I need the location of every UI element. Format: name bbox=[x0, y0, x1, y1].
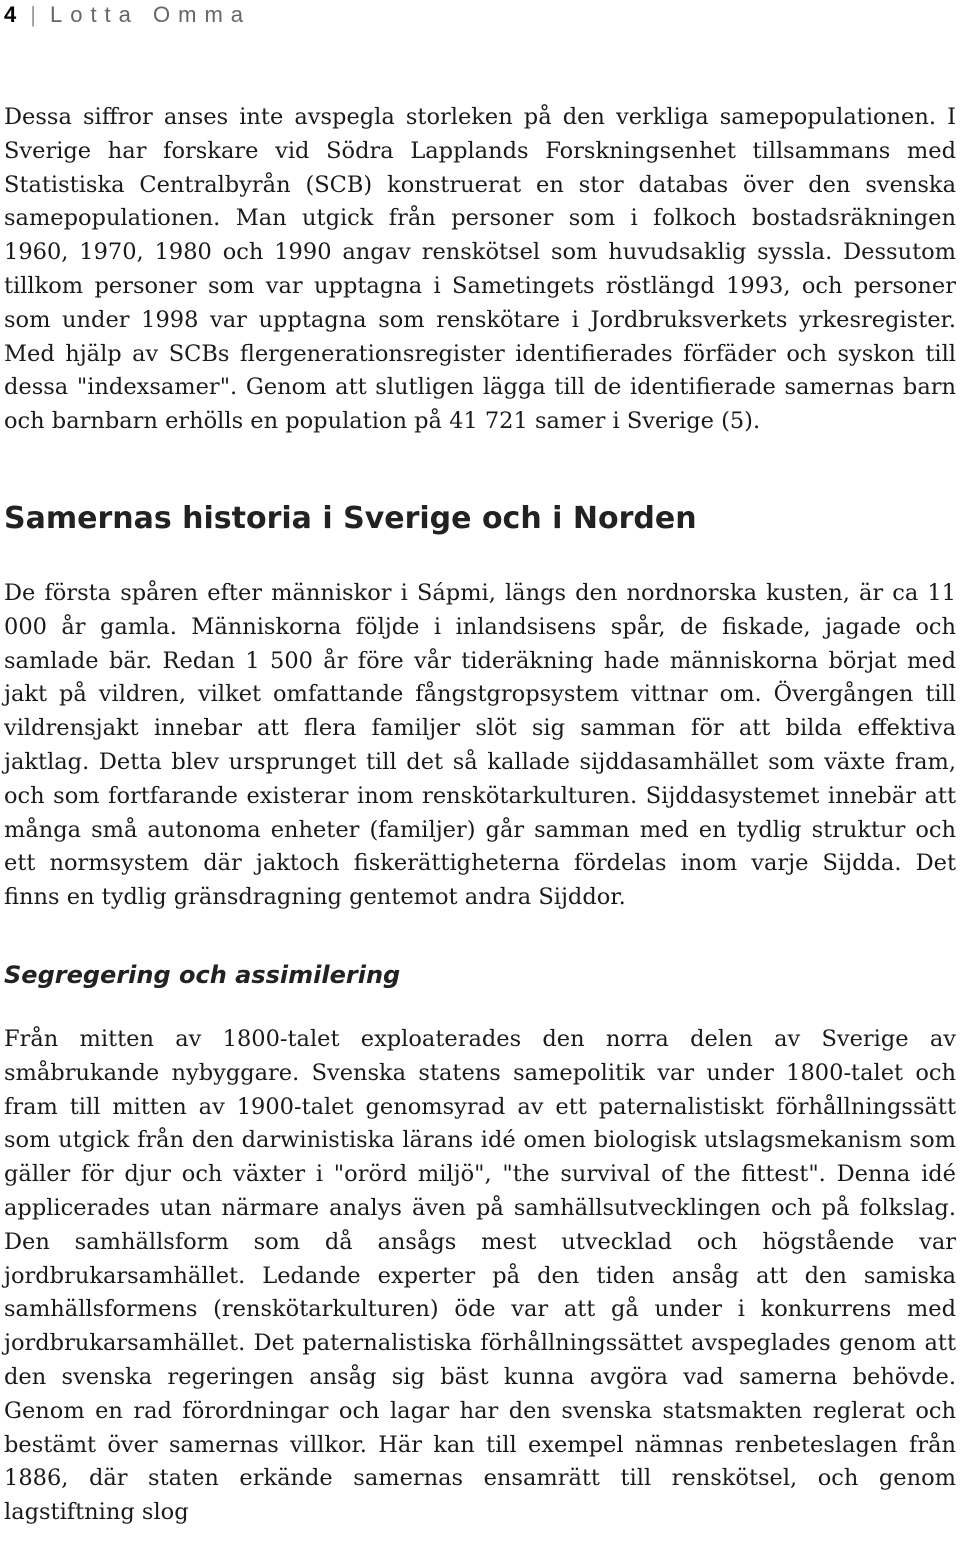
header-separator: | bbox=[30, 2, 36, 27]
paragraph-segregation: Från mitten av 1800-talet exploaterades den norra delen av Sverige av småbrukande nybyggare. Svenska statens samepolitik var under 1800-talet och fram till mitten av 1900-talet genomsyrad av ett paternalistiskt förhållningssätt som utgick från den darwinistiska lärans idé omen biologisk utslagsmekanism som gäller för djur och växter i "orörd miljö", "the survival of the fittest". Denna idé applicerades utan närmare analys även på samhällsutvecklingen och på folkslag. Den samhällsform som då ansågs mest utvecklad och högstående var jordbrukarsamhället. Ledande experter på den tiden ansåg att den samiska samhällsformens (renskötarkulturen) öde var att gå under i konkurrens med jordbrukarsamhället. Det paternalistiska förhållningssättet avspeglades genom att den svenska regeringen ansåg sig bäst kunna avgöra vad samerna behövde. Genom en rad förordningar och lagar har den svenska statsmakten reglerat och bestämt över samernas villkor. Här kan till exempel nämnas renbeteslagen från 1886, där staten erkände samernas ensamrätt till renskötsel, och genom lagstiftning slog bbox=[4, 1025, 956, 1526]
paragraph-population: Dessa siffror anses inte avspegla storleken på den verkliga samepopulationen. I Sverige har forskare vid Södra Lapplands Forskningsenhet tillsammans med Statistiska Centralbyrån (SCB) konstruerat en stor databas över den svenska samepopulationen. Man utgick från personer som i folkoch bostadsräkningen 1960, 1970, 1980 och 1990 angav renskötsel som huvudsaklig syssla. Dessutom tillkom personer som var upptagna i Sametingets röstlängd 1993, och personer som under 1998 var upptagna som renskötare i Jordbruksverkets yrkesregister. Med hjälp av SCBs flergenerationsregister identifierades förfäder och syskon till dessa "indexsamer". Genom att slutligen lägga till de identifierade samernas barn och barnbarn erhölls en population på 41 721 samer i Sverige (5). bbox=[4, 104, 956, 435]
subsection-heading: Segregering och assimilering bbox=[4, 960, 401, 989]
section-heading: Samernas historia i Sverige och i Norden bbox=[4, 500, 697, 536]
page-number: 4 bbox=[4, 2, 17, 27]
paragraph-history: De första spåren efter människor i Sápmi, längs den nordnorska kusten, är ca 11 000 år gamla. Människorna följde i inlandsisens spår, de fiskade, jagade och samlade bär. Redan 1 500 år före vår tideräkning hade människorna börjat med jakt på vildren, vilket omfattande fångstgropsystem vittnar om. Övergången till vildrensjakt innebar att flera familjer slöt sig samman för att bilda effektiva jaktlag. Detta blev ursprunget till det så kallade sijddasamhället som växte fram, och som fortfarande existerar inom renskötarkulturen. Sijddasystemet innebär att många små autonoma enheter (familjer) går samman med en tydlig struktur och ett normsystem där jaktoch fiskerättigheterna fördelas inom varje Sijdda. Det finns en tydlig gränsdragning gentemot andra Sijddor. bbox=[4, 579, 956, 911]
document-page bbox=[4, 0, 956, 1530]
running-header bbox=[4, 0, 956, 30]
header-author: Lotta Omma bbox=[49, 2, 252, 27]
